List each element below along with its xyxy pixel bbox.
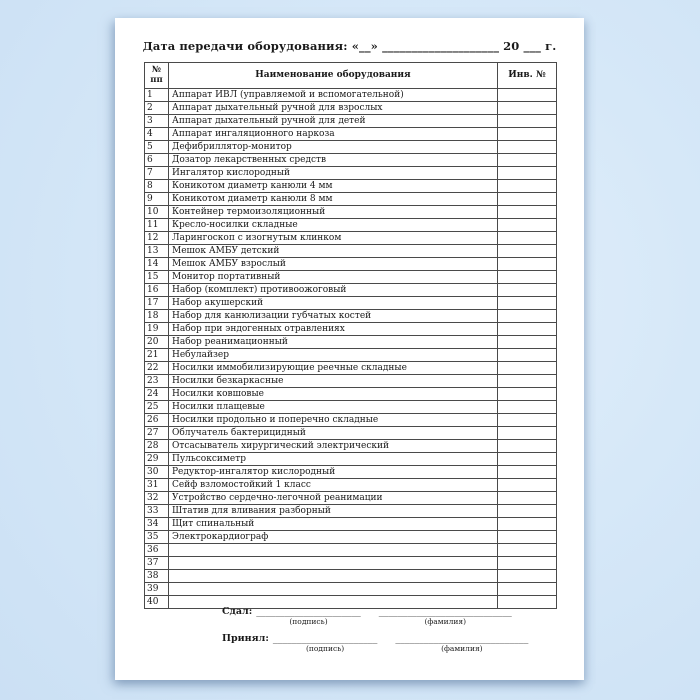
signature-block <box>222 606 546 660</box>
row-number: 37 <box>145 557 169 570</box>
row-number: 16 <box>145 284 169 297</box>
received-signature-field <box>273 633 378 653</box>
row-inventory-number <box>498 271 557 284</box>
row-inventory-number <box>498 544 557 557</box>
table-row <box>145 349 557 362</box>
row-inventory-number <box>498 193 557 206</box>
row-inventory-number <box>498 141 557 154</box>
row-inventory-number <box>498 505 557 518</box>
table-row <box>145 362 557 375</box>
row-equipment-name: Мешок АМБУ детский <box>169 245 498 258</box>
row-number: 34 <box>145 518 169 531</box>
row-inventory-number <box>498 375 557 388</box>
received-name-field <box>395 633 528 653</box>
row-equipment-name: Отсасыватель хирургический электрический <box>169 440 498 453</box>
row-inventory-number <box>498 479 557 492</box>
row-inventory-number <box>498 297 557 310</box>
row-number: 33 <box>145 505 169 518</box>
row-equipment-name: Штатив для вливания разборный <box>169 505 498 518</box>
row-number: 7 <box>145 167 169 180</box>
table-row <box>145 531 557 544</box>
row-number: 24 <box>145 388 169 401</box>
row-number: 31 <box>145 479 169 492</box>
handed-over-signature-field <box>256 606 361 626</box>
row-equipment-name: Мешок АМБУ взрослый <box>169 258 498 271</box>
row-equipment-name: Ларингоскоп с изогнутым клинком <box>169 232 498 245</box>
row-equipment-name: Носилки ковшовые <box>169 388 498 401</box>
table-row <box>145 570 557 583</box>
row-number: 14 <box>145 258 169 271</box>
row-inventory-number <box>498 349 557 362</box>
table-row <box>145 258 557 271</box>
row-inventory-number <box>498 89 557 102</box>
row-number: 30 <box>145 466 169 479</box>
row-equipment-name: Устройство сердечно-легочной реанимации <box>169 492 498 505</box>
row-inventory-number <box>498 310 557 323</box>
row-number: 13 <box>145 245 169 258</box>
table-row <box>145 323 557 336</box>
row-number: 17 <box>145 297 169 310</box>
row-equipment-name: Аппарат ИВЛ (управляемой и вспомогательной) <box>169 89 498 102</box>
table-row <box>145 89 557 102</box>
table-row <box>145 154 557 167</box>
row-inventory-number <box>498 531 557 544</box>
column-header-name: Наименование оборудования <box>169 63 498 89</box>
table-row <box>145 427 557 440</box>
row-equipment-name: Коникотом диаметр канюли 8 мм <box>169 193 498 206</box>
table-row <box>145 557 557 570</box>
row-equipment-name: Дозатор лекарственных средств <box>169 154 498 167</box>
row-equipment-name: Носилки плащевые <box>169 401 498 414</box>
row-inventory-number <box>498 557 557 570</box>
row-inventory-number <box>498 323 557 336</box>
row-equipment-name: Коникотом диаметр канюли 4 мм <box>169 180 498 193</box>
table-row <box>145 479 557 492</box>
header-row <box>145 63 557 89</box>
row-inventory-number <box>498 388 557 401</box>
row-equipment-name: Дефибриллятор-монитор <box>169 141 498 154</box>
row-inventory-number <box>498 453 557 466</box>
table-row <box>145 128 557 141</box>
row-equipment-name <box>169 557 498 570</box>
signature-blank-line: ______________________ <box>272 633 378 644</box>
row-equipment-name: Ингалятор кислородный <box>169 167 498 180</box>
handed-over-name-field <box>379 606 512 626</box>
row-inventory-number <box>498 492 557 505</box>
signature-blank-line: ______________________ <box>256 606 361 617</box>
row-equipment-name <box>169 570 498 583</box>
table-row <box>145 401 557 414</box>
row-number: 3 <box>145 115 169 128</box>
row-equipment-name: Щит спинальный <box>169 518 498 531</box>
row-number: 25 <box>145 401 169 414</box>
row-inventory-number <box>498 115 557 128</box>
row-number: 1 <box>145 89 169 102</box>
row-inventory-number <box>498 427 557 440</box>
table-row <box>145 141 557 154</box>
row-equipment-name <box>169 544 498 557</box>
row-equipment-name: Пульсоксиметр <box>169 453 498 466</box>
row-inventory-number <box>498 570 557 583</box>
row-number: 40 <box>145 596 169 609</box>
table-row <box>145 206 557 219</box>
row-number: 27 <box>145 427 169 440</box>
row-number: 9 <box>145 193 169 206</box>
table-row <box>145 375 557 388</box>
row-inventory-number <box>498 258 557 271</box>
row-number: 35 <box>145 531 169 544</box>
handed-over-label: Сдал: <box>222 606 253 617</box>
table-row <box>145 297 557 310</box>
table-row <box>145 310 557 323</box>
table-row <box>145 583 557 596</box>
row-inventory-number <box>498 583 557 596</box>
row-inventory-number <box>498 154 557 167</box>
row-inventory-number <box>498 401 557 414</box>
name-caption: (фамилия) <box>441 644 483 653</box>
row-inventory-number <box>498 466 557 479</box>
equipment-table <box>144 62 557 609</box>
row-inventory-number <box>498 102 557 115</box>
row-number: 32 <box>145 492 169 505</box>
row-equipment-name: Носилки продольно и поперечно складные <box>169 414 498 427</box>
table-row <box>145 505 557 518</box>
row-inventory-number <box>498 128 557 141</box>
row-inventory-number <box>498 440 557 453</box>
table-row <box>145 232 557 245</box>
row-number: 2 <box>145 102 169 115</box>
row-number: 8 <box>145 180 169 193</box>
table-row <box>145 466 557 479</box>
row-equipment-name: Носилки безкаркасные <box>169 375 498 388</box>
table-row <box>145 167 557 180</box>
document-title: Дата передачи оборудования: «__» ____________________ 20 ___ г. <box>142 39 557 53</box>
signature-caption: (подпись) <box>289 617 328 626</box>
row-inventory-number <box>498 219 557 232</box>
name-blank-line: ____________________________ <box>395 633 529 644</box>
table-row <box>145 492 557 505</box>
row-number: 18 <box>145 310 169 323</box>
row-equipment-name: Набор для канюлизации губчатых костей <box>169 310 498 323</box>
row-number: 22 <box>145 362 169 375</box>
row-equipment-name: Набор при эндогенных отравлениях <box>169 323 498 336</box>
table-row <box>145 284 557 297</box>
table-row <box>145 245 557 258</box>
table-row <box>145 414 557 427</box>
table-row <box>145 193 557 206</box>
row-inventory-number <box>498 518 557 531</box>
name-caption: (фамилия) <box>424 617 467 626</box>
table-row <box>145 271 557 284</box>
table-row <box>145 544 557 557</box>
row-number: 20 <box>145 336 169 349</box>
table-row <box>145 180 557 193</box>
row-number: 15 <box>145 271 169 284</box>
row-number: 29 <box>145 453 169 466</box>
handed-over-row <box>222 606 546 626</box>
row-equipment-name: Набор акушерский <box>169 297 498 310</box>
row-equipment-name: Набор (комплект) противоожоговый <box>169 284 498 297</box>
row-number: 5 <box>145 141 169 154</box>
row-equipment-name: Аппарат дыхательный ручной для детей <box>169 115 498 128</box>
row-inventory-number <box>498 180 557 193</box>
received-label: Принял: <box>222 633 269 644</box>
row-inventory-number <box>498 206 557 219</box>
equipment-table-body <box>145 89 557 609</box>
received-row <box>222 633 546 653</box>
table-row <box>145 518 557 531</box>
row-number: 12 <box>145 232 169 245</box>
row-equipment-name: Электрокардиограф <box>169 531 498 544</box>
row-number: 23 <box>145 375 169 388</box>
row-number: 11 <box>145 219 169 232</box>
row-equipment-name: Аппарат дыхательный ручной для взрослых <box>169 102 498 115</box>
row-equipment-name <box>169 583 498 596</box>
signature-caption: (подпись) <box>305 644 345 653</box>
row-number: 10 <box>145 206 169 219</box>
table-row <box>145 219 557 232</box>
row-number: 39 <box>145 583 169 596</box>
table-row <box>145 336 557 349</box>
row-equipment-name: Монитор портативный <box>169 271 498 284</box>
row-number: 28 <box>145 440 169 453</box>
row-number: 36 <box>145 544 169 557</box>
row-equipment-name: Сейф взломостойкий 1 класс <box>169 479 498 492</box>
table-row <box>145 388 557 401</box>
row-inventory-number <box>498 284 557 297</box>
table-row <box>145 440 557 453</box>
row-equipment-name: Контейнер термоизоляционный <box>169 206 498 219</box>
document-page <box>115 18 584 680</box>
row-inventory-number <box>498 362 557 375</box>
row-inventory-number <box>498 167 557 180</box>
row-number: 19 <box>145 323 169 336</box>
row-equipment-name: Небулайзер <box>169 349 498 362</box>
row-inventory-number <box>498 414 557 427</box>
row-number: 26 <box>145 414 169 427</box>
equipment-table-header <box>145 63 557 89</box>
row-number: 21 <box>145 349 169 362</box>
row-inventory-number <box>498 232 557 245</box>
table-row <box>145 453 557 466</box>
row-equipment-name: Редуктор-ингалятор кислородный <box>169 466 498 479</box>
row-equipment-name: Носилки иммобилизирующие реечные складные <box>169 362 498 375</box>
table-row <box>145 115 557 128</box>
row-number: 4 <box>145 128 169 141</box>
name-blank-line: ____________________________ <box>378 606 512 617</box>
column-header-inventory: Инв. № <box>498 63 557 89</box>
row-number: 38 <box>145 570 169 583</box>
row-equipment-name: Облучатель бактерицидный <box>169 427 498 440</box>
row-inventory-number <box>498 336 557 349</box>
row-equipment-name: Аппарат ингаляционного наркоза <box>169 128 498 141</box>
table-row <box>145 102 557 115</box>
row-inventory-number <box>498 245 557 258</box>
row-equipment-name: Набор реанимационный <box>169 336 498 349</box>
column-header-number: № пп <box>145 63 169 89</box>
row-number: 6 <box>145 154 169 167</box>
row-equipment-name: Кресло-носилки складные <box>169 219 498 232</box>
